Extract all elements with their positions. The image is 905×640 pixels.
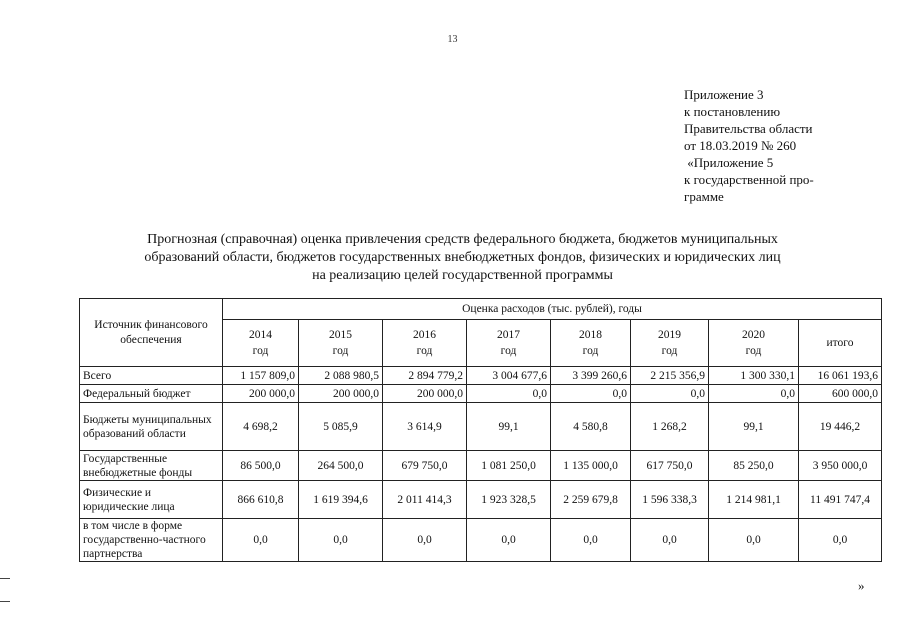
scan-edge-mark [0, 601, 10, 602]
table-cell: 85 250,0 [709, 451, 799, 481]
total-header: итого [799, 320, 882, 367]
funding-table [79, 298, 882, 562]
table-cell: 1 157 809,0 [223, 367, 299, 385]
year-value: 2014 [249, 329, 272, 341]
table-cell: 4 580,8 [551, 403, 631, 451]
title-line: на реализацию целей государственной программы [312, 268, 613, 283]
table-cell: 0,0 [467, 385, 551, 403]
table-row [80, 519, 882, 562]
year-unit: год [500, 345, 517, 357]
table-cell: 200 000,0 [383, 385, 467, 403]
row-label: Всего [80, 367, 223, 385]
appendix-line: Приложение 3 [684, 87, 764, 102]
table-row [80, 451, 882, 481]
table-row [80, 403, 882, 451]
table-cell: 0,0 [631, 385, 709, 403]
year-header [223, 320, 299, 367]
appendix-line: от 18.03.2019 № 260 [684, 138, 797, 153]
table-cell: 3 614,9 [383, 403, 467, 451]
table-cell: 600 000,0 [799, 385, 882, 403]
year-header [709, 320, 799, 367]
table-cell: 1 081 250,0 [467, 451, 551, 481]
year-value: 2019 [658, 329, 681, 341]
year-unit: год [332, 345, 349, 357]
table-cell: 0,0 [383, 519, 467, 562]
page-number: 13 [447, 34, 458, 45]
table-row [80, 367, 882, 385]
year-header [551, 320, 631, 367]
year-unit: год [252, 345, 269, 357]
document-title [90, 231, 835, 285]
year-value: 2018 [579, 329, 602, 341]
table-cell: 1 923 328,5 [467, 481, 551, 519]
table-row [80, 385, 882, 403]
row-label: Физические и юридические лица [80, 481, 223, 519]
table-cell: 1 596 338,3 [631, 481, 709, 519]
table-cell: 0,0 [709, 385, 799, 403]
table-cell: 3 399 260,6 [551, 367, 631, 385]
year-unit: год [416, 345, 433, 357]
table-cell: 200 000,0 [299, 385, 383, 403]
year-header [299, 320, 383, 367]
table-cell: 1 268,2 [631, 403, 709, 451]
appendix-block [684, 86, 884, 205]
table-cell: 86 500,0 [223, 451, 299, 481]
year-header [631, 320, 709, 367]
title-line: Прогнозная (справочная) оценка привлечения средств федерального бюджета, бюджетов муниципальных [147, 232, 778, 247]
row-label: Государственные внебюджетные фонды [80, 451, 223, 481]
year-value: 2016 [413, 329, 436, 341]
appendix-line: грамме [684, 189, 724, 204]
table-cell: 0,0 [467, 519, 551, 562]
table-cell: 3 950 000,0 [799, 451, 882, 481]
table-cell: 16 061 193,6 [799, 367, 882, 385]
table-cell: 0,0 [223, 519, 299, 562]
year-value: 2017 [497, 329, 520, 341]
expense-group-header: Оценка расходов (тыс. рублей), годы [223, 299, 882, 320]
table-cell: 5 085,9 [299, 403, 383, 451]
table-cell: 0,0 [551, 519, 631, 562]
table-cell: 0,0 [631, 519, 709, 562]
year-unit: год [661, 345, 678, 357]
table-cell: 99,1 [709, 403, 799, 451]
row-label: Бюджеты муниципальных образований области [80, 403, 223, 451]
table-cell: 264 500,0 [299, 451, 383, 481]
scan-edge-mark [0, 578, 10, 579]
table-cell: 2 259 679,8 [551, 481, 631, 519]
table-cell: 1 135 000,0 [551, 451, 631, 481]
table-cell: 2 894 779,2 [383, 367, 467, 385]
table-cell: 866 610,8 [223, 481, 299, 519]
title-line: образований области, бюджетов государственных внебюджетных фондов, физических и юридических лиц [144, 250, 781, 265]
source-header: Источник финансового обеспечения [80, 299, 223, 367]
year-value: 2015 [329, 329, 352, 341]
appendix-line: к постановлению [684, 104, 781, 119]
year-unit: год [745, 345, 762, 357]
table-cell: 2 011 414,3 [383, 481, 467, 519]
table-cell: 0,0 [709, 519, 799, 562]
table-cell: 19 446,2 [799, 403, 882, 451]
table-cell: 99,1 [467, 403, 551, 451]
appendix-line: к государственной про- [684, 172, 814, 187]
table-cell: 1 300 330,1 [709, 367, 799, 385]
table-cell: 0,0 [551, 385, 631, 403]
appendix-line: Правительства области [684, 121, 813, 136]
row-label: в том числе в форме государственно-частного партнерства [80, 519, 223, 562]
year-header [467, 320, 551, 367]
table-cell: 617 750,0 [631, 451, 709, 481]
year-value: 2020 [742, 329, 765, 341]
year-header [383, 320, 467, 367]
closing-quote: » [858, 578, 865, 593]
table-cell: 0,0 [799, 519, 882, 562]
table-cell: 2 088 980,5 [299, 367, 383, 385]
table-cell: 3 004 677,6 [467, 367, 551, 385]
table-cell: 1 214 981,1 [709, 481, 799, 519]
table-cell: 200 000,0 [223, 385, 299, 403]
year-unit: год [582, 345, 599, 357]
table-cell: 11 491 747,4 [799, 481, 882, 519]
table-row [80, 481, 882, 519]
table-cell: 2 215 356,9 [631, 367, 709, 385]
table-cell: 4 698,2 [223, 403, 299, 451]
table-cell: 1 619 394,6 [299, 481, 383, 519]
table-cell: 679 750,0 [383, 451, 467, 481]
appendix-line: «Приложение 5 [684, 155, 774, 170]
row-label: Федеральный бюджет [80, 385, 223, 403]
table-cell: 0,0 [299, 519, 383, 562]
